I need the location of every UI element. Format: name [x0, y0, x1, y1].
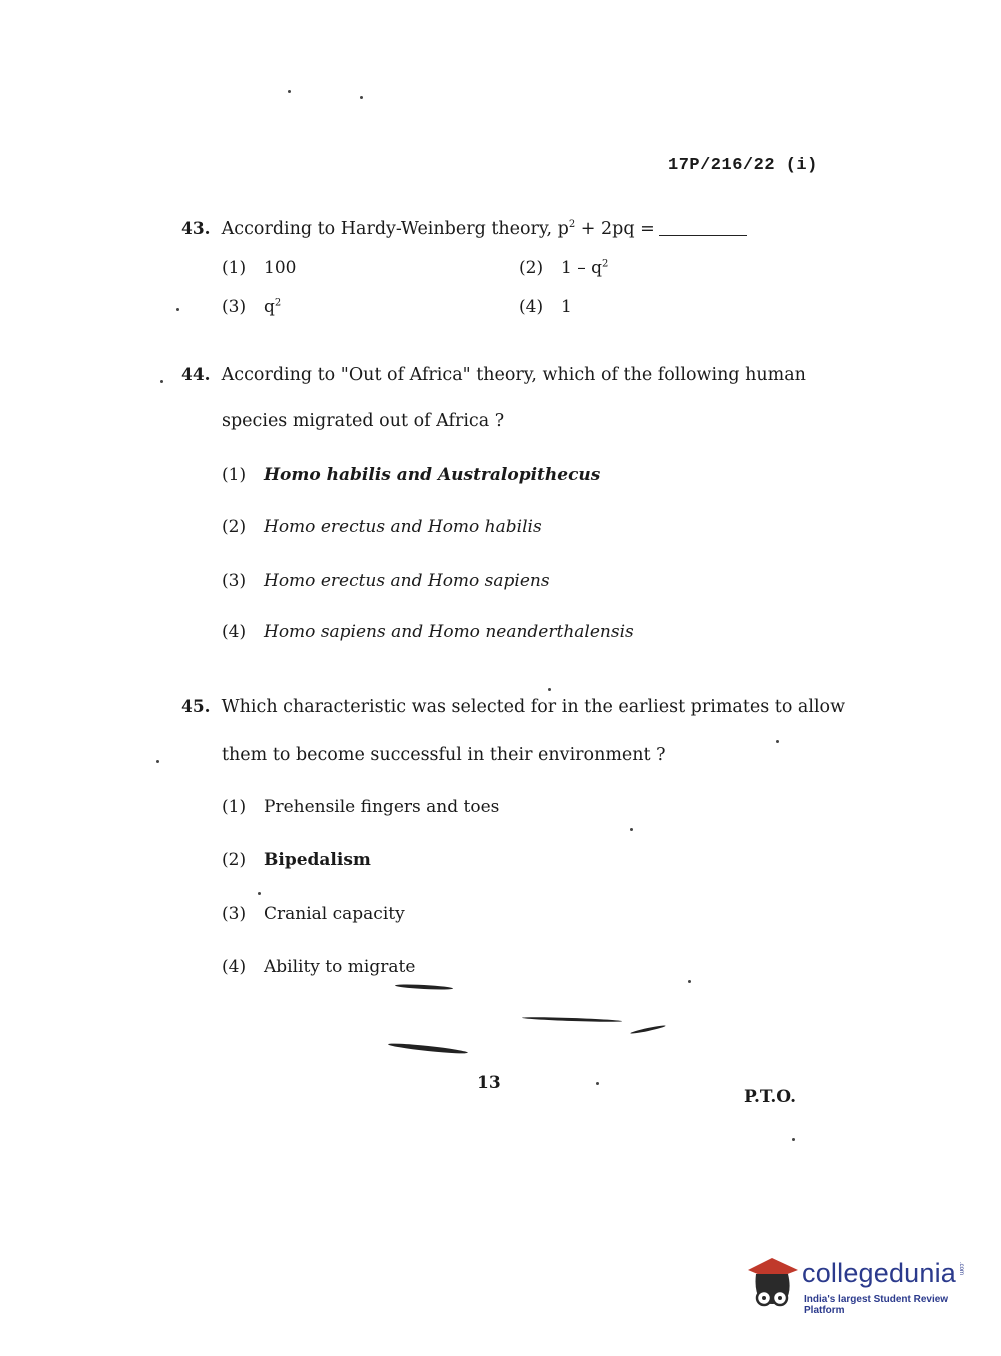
option-45-2: (2) Bipedalism	[222, 850, 371, 870]
scan-speck	[288, 90, 291, 93]
question-text-line1: According to "Out of Africa" theory, which of the following human	[221, 365, 806, 385]
scan-speck	[688, 980, 691, 983]
scan-smudge	[395, 983, 453, 990]
scan-smudge	[630, 1024, 666, 1034]
scan-speck	[258, 892, 261, 895]
option-45-3: (3) Cranial capacity	[222, 904, 405, 924]
brand-suffix: .com	[958, 1262, 964, 1276]
question-44	[181, 365, 806, 385]
scan-speck	[596, 1082, 599, 1085]
scan-speck	[630, 828, 633, 831]
brand-name: collegedunia	[802, 1258, 957, 1288]
option-44-4: (4) Homo sapiens and Homo neanderthalensis	[222, 622, 634, 642]
watermark-logo	[742, 1250, 967, 1320]
scan-smudge	[388, 1042, 468, 1055]
option-43-4: (4) 1	[519, 297, 572, 317]
option-45-1: (1) Prehensile fingers and toes	[222, 797, 500, 817]
question-text-line2: them to become successful in their environment ?	[222, 745, 666, 765]
option-43-3: (3) $q^2$	[222, 297, 282, 317]
option-44-2: (2) Homo erectus and Homo habilis	[222, 517, 542, 537]
option-43-2: (2) $1 - q^2$	[519, 258, 609, 278]
scan-speck	[776, 740, 779, 743]
brand-tagline: India's largest Student Review Platform	[804, 1294, 949, 1316]
question-number: 44.	[181, 365, 211, 385]
page-number: 13	[477, 1073, 501, 1093]
question-text-line1: Which characteristic was selected for in the earliest primates to allow	[221, 697, 846, 717]
option-44-3: (3) Homo erectus and Homo sapiens	[222, 571, 550, 591]
question-43	[181, 219, 747, 239]
question-number: 45.	[181, 697, 211, 717]
option-45-4: (4) Ability to migrate	[222, 957, 416, 977]
scan-speck	[156, 760, 159, 763]
question-text-line2: species migrated out of Africa ?	[222, 411, 505, 431]
scan-speck	[548, 688, 551, 691]
scan-speck	[160, 380, 163, 383]
answer-blank	[659, 235, 747, 236]
scan-speck	[792, 1138, 795, 1141]
scan-smudge	[522, 1016, 622, 1022]
scan-speck	[176, 308, 179, 311]
question-text: According to Hardy-Weinberg theory, $p^2 + 2pq$ =	[222, 219, 747, 239]
pto-label: P.T.O.	[744, 1087, 796, 1107]
scan-speck	[360, 96, 363, 99]
question-45	[181, 697, 845, 717]
option-44-1: (1) Homo habilis and Australopithecus	[222, 465, 601, 485]
paper-code: 17P/216/22 (i)	[668, 156, 818, 175]
question-number: 43.	[181, 219, 211, 239]
option-43-1: (1) 100	[222, 258, 297, 278]
mascot-icon	[742, 1250, 802, 1314]
